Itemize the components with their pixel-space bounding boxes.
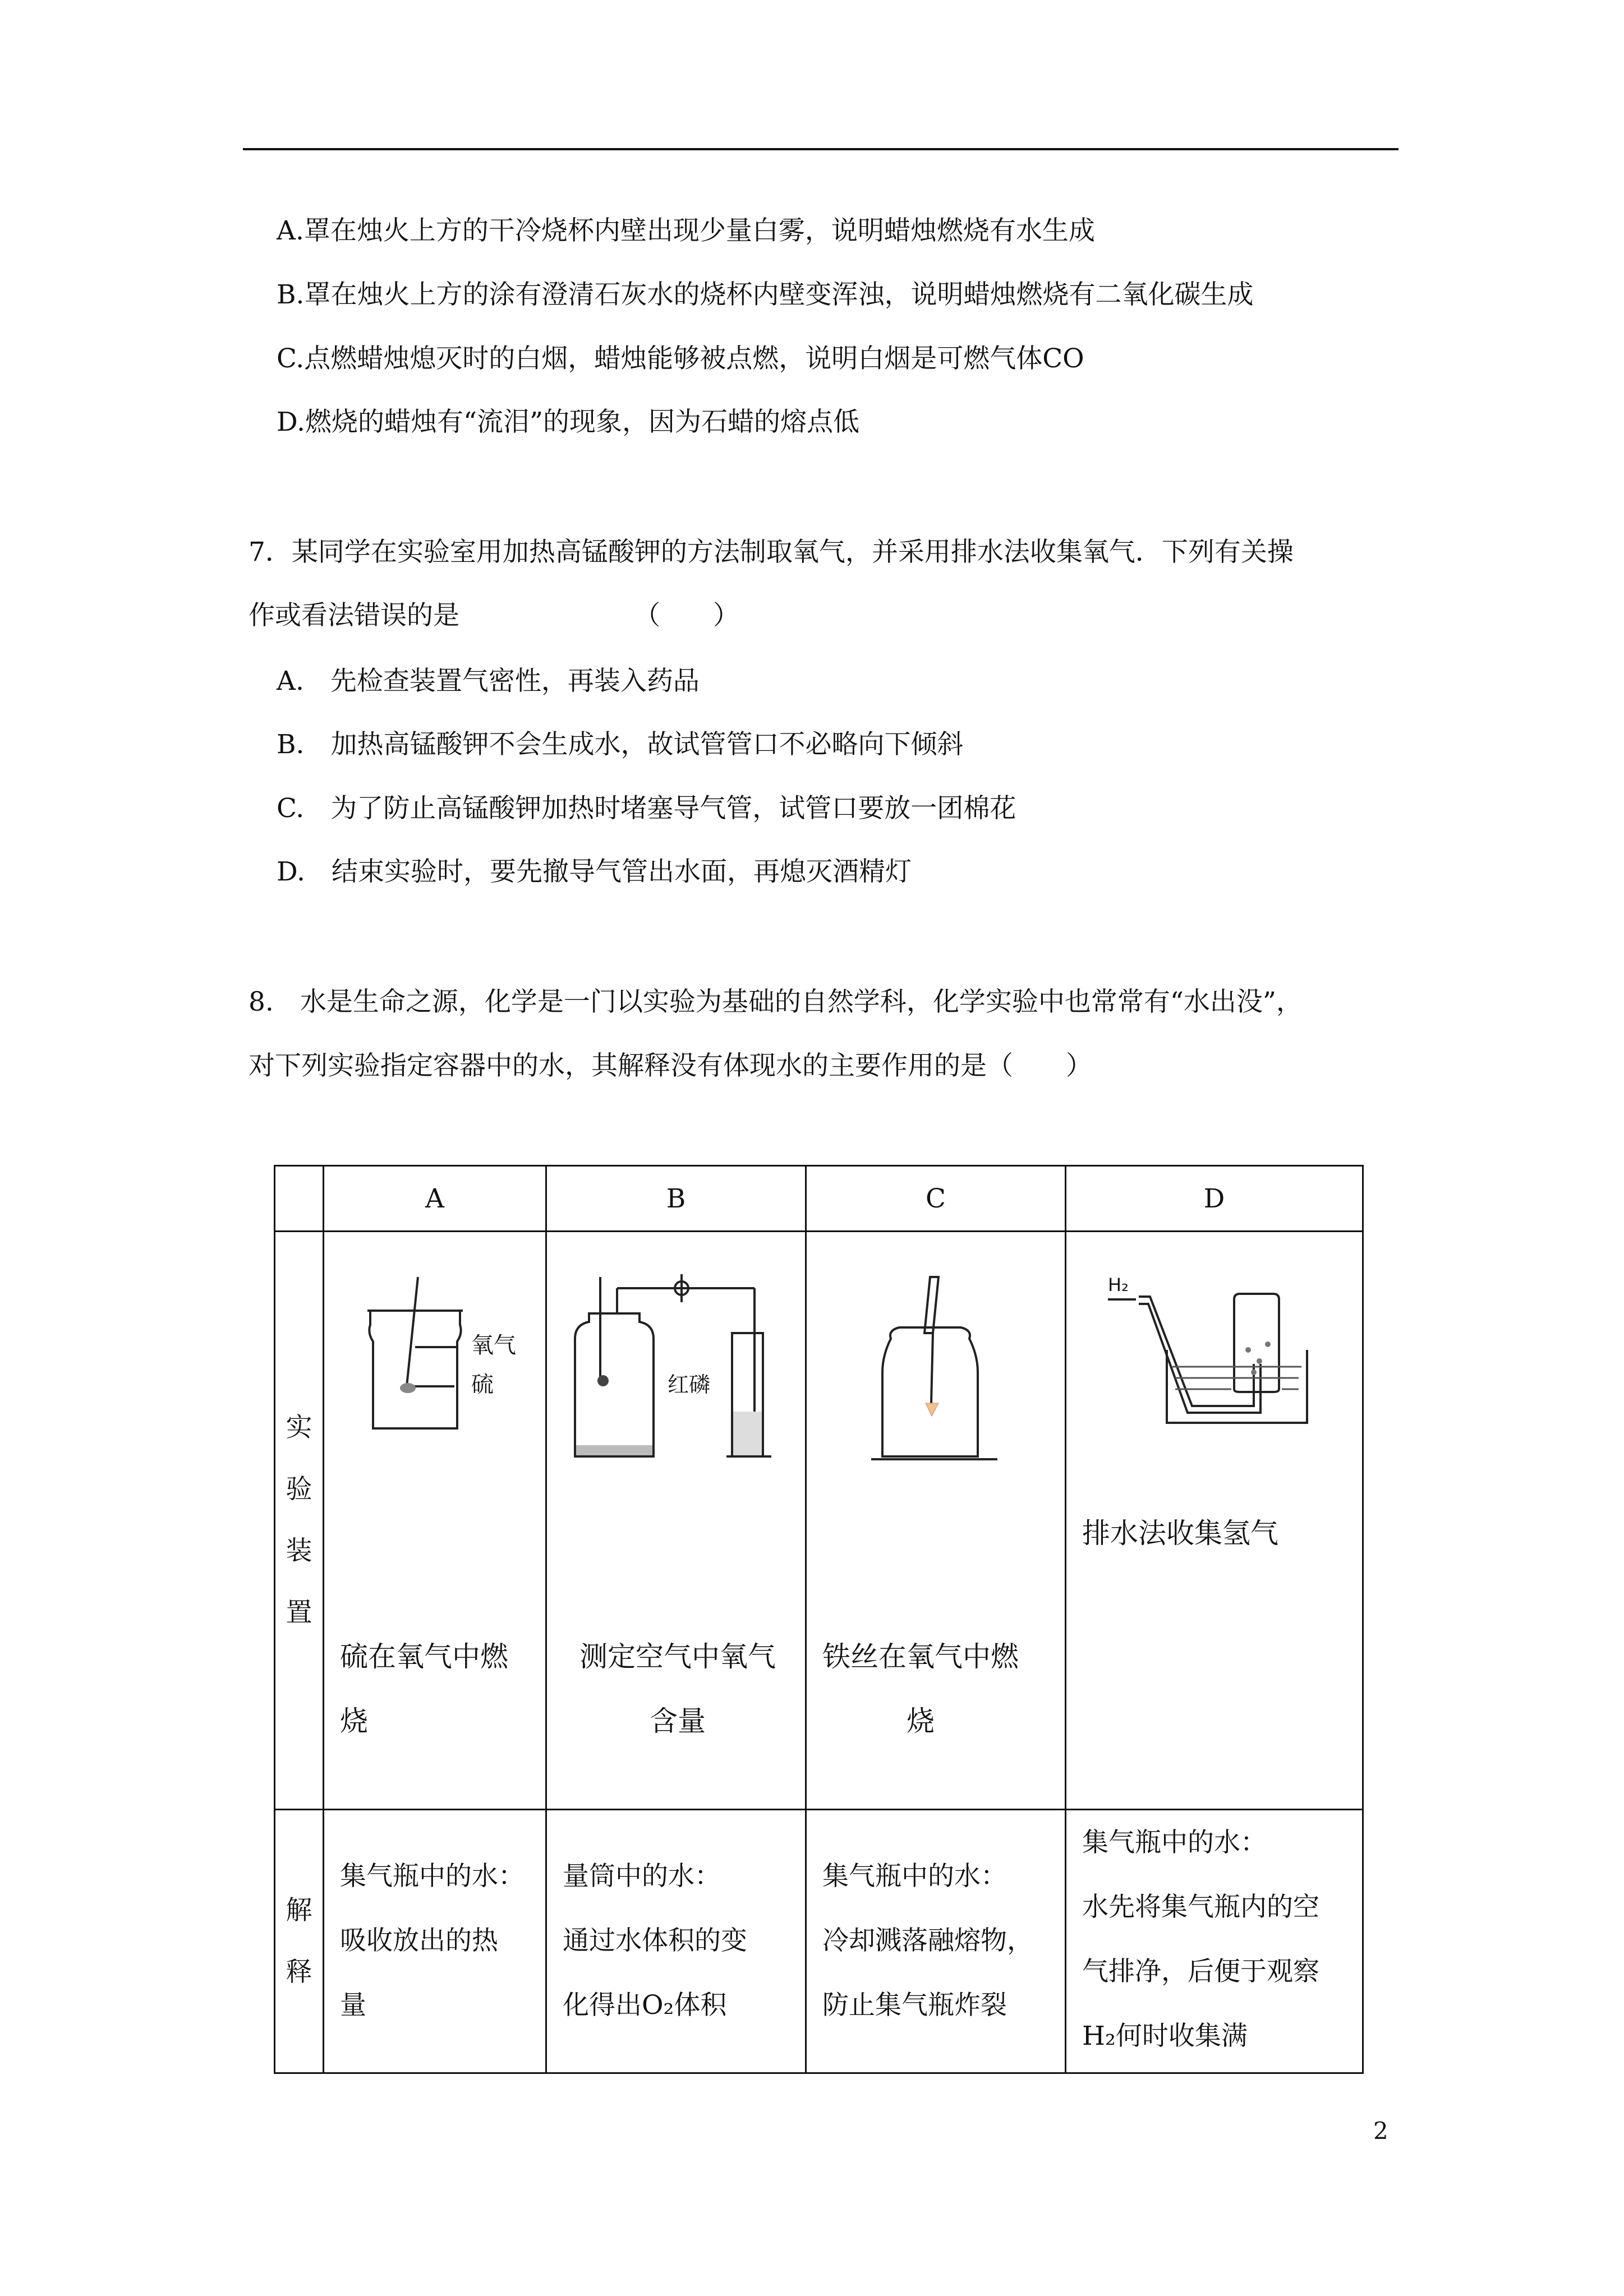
explanation-d: 集气瓶中的水： 水先将集气瓶内的空 气排净，后便于观察 H₂何时收集满 [1066, 1810, 1363, 2073]
table-explanation-row [275, 1810, 1363, 2073]
apparatus-cell-c [806, 1232, 1066, 1810]
q7-option-b: B. 加热高锰酸钾不会生成水，故试管管口不必略向下倾斜 [277, 729, 964, 760]
q7-option-d: D. 结束实验时，要先撤导气管出水面，再熄灭酒精灯 [277, 856, 912, 887]
explanation-a: 集气瓶中的水： 吸收放出的热 量 [324, 1810, 546, 2073]
q7-option-a: A. 先检查装置气密性，再装入药品 [277, 666, 700, 697]
caption-d: 排水法收集氢气 [1082, 1517, 1278, 1550]
apparatus-cell-d [1066, 1232, 1363, 1810]
header-rule [243, 148, 1398, 150]
q8-stem-line2: 对下列实验指定容器中的水，其解释没有体现水的主要作用的是（ ） [249, 1050, 1092, 1081]
q7-stem-line2: 作或看法错误的是 [249, 600, 459, 631]
sulfur-burning-diagram [345, 1266, 525, 1445]
q7-answer-paren: （ ） [634, 600, 739, 631]
header-c: C [806, 1166, 1066, 1232]
explanation-c: 集气瓶中的水： 冷却溅落融熔物， 防止集气瓶炸裂 [806, 1810, 1066, 2073]
header-a: A [324, 1166, 546, 1232]
header-b: B [546, 1166, 806, 1232]
apparatus-cell-a [324, 1232, 546, 1810]
row-label-apparatus: 实 验 装 置 [275, 1232, 324, 1810]
page-number: 2 [1373, 2117, 1388, 2145]
caption-c: 铁丝在氧气中燃 烧 [822, 1640, 1019, 1737]
row-label-explanation: 解 释 [275, 1810, 324, 2073]
table-corner-cell [275, 1166, 324, 1232]
q7-stem-line1: 7．某同学在实验室用加热高锰酸钾的方法制取氧气，并采用排水法收集氧气．下列有关操 [249, 537, 1294, 568]
q8-stem-line1: 8. 水是生命之源，化学是一门以实验为基础的自然学科，化学实验中也常常有“水出没”， [249, 986, 1303, 1017]
experiment-table [274, 1165, 1364, 2074]
label-red-phosphorus: 红磷 [668, 1372, 711, 1397]
table-header-row [275, 1166, 1363, 1232]
header-d: D [1066, 1166, 1363, 1232]
q7-option-c: C. 为了防止高锰酸钾加热时堵塞导气管，试管口要放一团棉花 [277, 793, 1016, 824]
label-sulfur: 硫 [471, 1372, 494, 1398]
q6-option-a: A.罩在烛火上方的干冷烧杯内壁出现少量白雾，说明蜡烛燃烧有水生成 [277, 215, 1095, 246]
q6-option-d: D.燃烧的蜡烛有“流泪”的现象，因为石蜡的熔点低 [277, 407, 860, 437]
phosphorus-oxygen-diagram [564, 1266, 788, 1473]
label-h2: H₂ [1107, 1274, 1129, 1295]
caption-a: 硫在氧气中燃 烧 [340, 1640, 508, 1737]
iron-wire-burning-diagram [857, 1266, 1014, 1473]
q6-option-b: B.罩在烛火上方的涂有澄清石灰水的烧杯内壁变浑浊，说明蜡烛燃烧有二氧化碳生成 [277, 279, 1254, 310]
q6-option-c: C.点燃蜡烛熄灭时的白烟，蜡烛能够被点燃，说明白烟是可燃气体CO [277, 343, 1084, 374]
explanation-b: 量筒中的水： 通过水体积的变 化得出O₂体积 [546, 1810, 806, 2073]
table-apparatus-row [275, 1232, 1363, 1810]
apparatus-cell-b [546, 1232, 806, 1810]
caption-b: 测定空气中氧气 含量 [579, 1640, 776, 1737]
label-oxygen: 氧气 [471, 1333, 516, 1358]
hydrogen-water-collection-diagram [1097, 1266, 1332, 1434]
